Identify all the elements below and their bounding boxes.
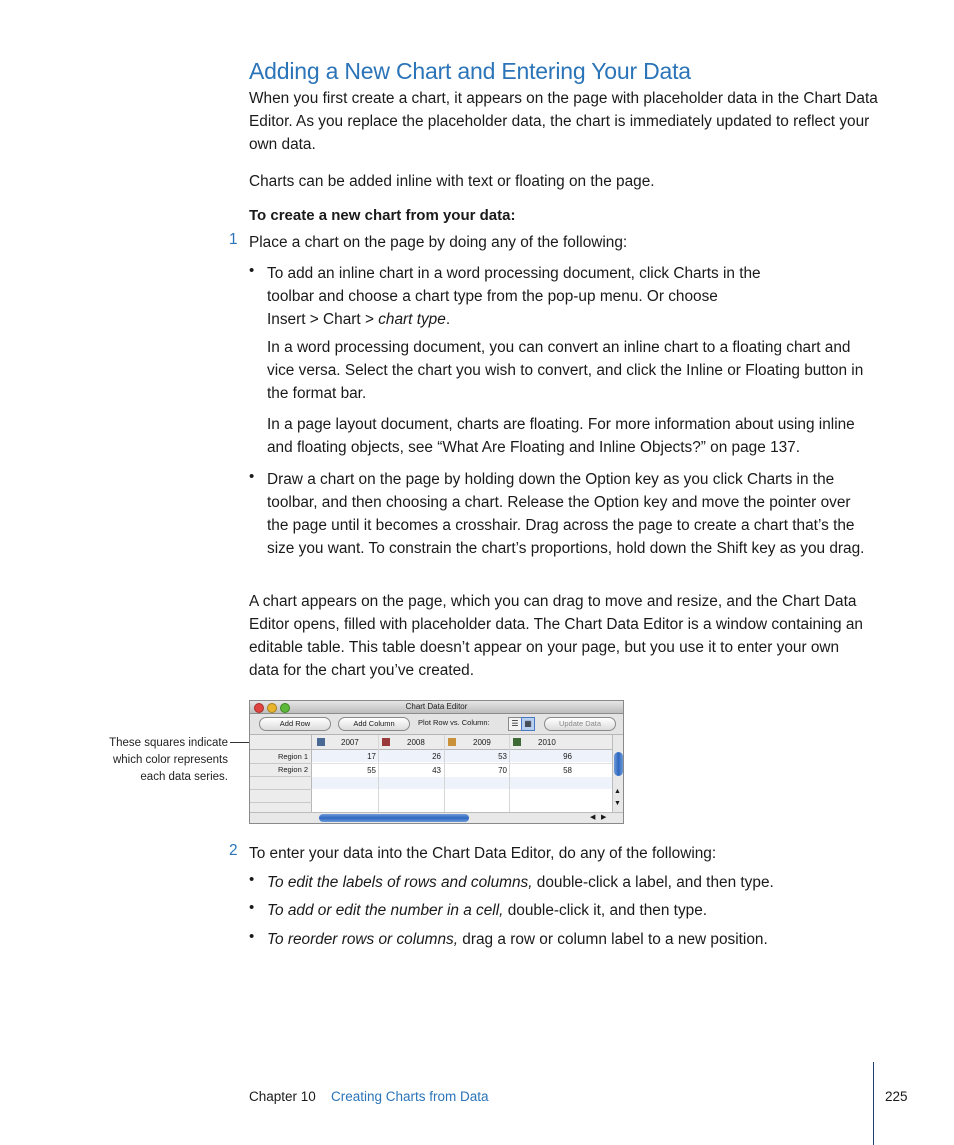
series-color-2007 xyxy=(317,738,325,746)
column-divider xyxy=(509,735,510,813)
editor-toolbar xyxy=(250,714,623,735)
column-label-2009[interactable]: 2009 xyxy=(473,738,491,747)
scroll-down-arrow-icon[interactable]: ▼ xyxy=(614,800,621,807)
bullet-draw-chart: Draw a chart on the page by holding down the Option key as you click Charts in the toolbar, and then choosing a chart. Release the Option key and move the pointer over the page until it becomes a crosshair. Drag across the page to create a chart that’s the size you want. To constrain the chart’s proportions, hold down the Shift key as you drag. xyxy=(267,471,865,557)
page-title: Adding a New Chart and Entering Your Data xyxy=(249,58,691,84)
horizontal-scroll-thumb[interactable] xyxy=(319,814,469,822)
series-color-2008 xyxy=(382,738,390,746)
window-title-bar xyxy=(250,701,623,714)
row-label-region-1[interactable]: Region 1 xyxy=(277,752,308,761)
horizontal-scrollbar[interactable] xyxy=(250,812,623,824)
table-row xyxy=(312,777,612,789)
footer-chapter-title: Creating Charts from Data xyxy=(331,1089,489,1104)
intro-paragraph: When you first create a chart, it appears on the page with placeholder data in the Chart Data Editor. As you replace the placeholder data, the chart is immediately updated to reflect your own data. xyxy=(249,90,878,153)
row-divider xyxy=(250,776,312,777)
footer-chapter: Chapter 10 xyxy=(249,1089,316,1104)
column-divider xyxy=(378,735,379,813)
bullet-marker: • xyxy=(249,871,255,888)
bullet-reorder-italic: To reorder rows or columns, xyxy=(267,931,459,948)
inline-floating-paragraph: Charts can be added inline with text or floating on the page. xyxy=(249,173,655,190)
row-label-region-2[interactable]: Region 2 xyxy=(277,765,308,774)
corner-cell xyxy=(250,735,312,749)
bullet-reorder xyxy=(267,928,768,951)
series-color-2010 xyxy=(513,738,521,746)
bullet-marker: • xyxy=(249,468,255,485)
update-data-button[interactable]: Update Data xyxy=(544,717,616,731)
window-title: Chart Data Editor xyxy=(405,702,468,711)
cell-region2-2009[interactable]: 70 xyxy=(498,766,507,775)
column-label-2010[interactable]: 2010 xyxy=(538,738,556,747)
column-label-2008[interactable]: 2008 xyxy=(407,738,425,747)
note-word-processing: In a word processing document, you can convert an inline chart to a floating chart and vice versa. Select the chart you wish to convert, and click the Inline or Floating button in the format bar. xyxy=(267,339,864,402)
step-2-text: To enter your data into the Chart Data Editor, do any of the following: xyxy=(249,845,717,862)
procedure-title: To create a new chart from your data: xyxy=(249,207,516,224)
chart-data-editor-window xyxy=(249,700,624,824)
cell-region2-2007[interactable]: 55 xyxy=(367,766,376,775)
bullet-edit-labels-rest: double-click a label, and then type. xyxy=(532,874,774,891)
bullet-inline-chart xyxy=(267,262,867,331)
bullet-edit-labels xyxy=(267,871,774,894)
chart-appears-paragraph: A chart appears on the page, which you can drag to move and resize, and the Chart Data Editor opens, filled with placeholder data. The Chart Data Editor is a window containing an editable table. This table doesn’t appear on your page, but you use it to enter your own data for the chart you’ve created. xyxy=(249,593,863,679)
scroll-up-arrow-icon[interactable]: ▲ xyxy=(614,788,621,795)
step-1-text: Place a chart on the page by doing any of the following: xyxy=(249,234,628,251)
cell-region1-2009[interactable]: 53 xyxy=(498,752,507,761)
cell-region1-2010[interactable]: 96 xyxy=(563,752,572,761)
scroll-left-arrow-icon[interactable]: ◀ xyxy=(590,814,596,821)
cell-region1-2008[interactable]: 26 xyxy=(432,752,441,761)
plot-rows-icon[interactable]: ☰ xyxy=(508,717,522,731)
bullet-marker: • xyxy=(249,899,255,916)
cell-region2-2008[interactable]: 43 xyxy=(432,766,441,775)
bullet-inline-end: . xyxy=(445,311,451,328)
bullet-inline-line3: Insert > Chart > xyxy=(267,311,379,328)
cell-region1-2007[interactable]: 17 xyxy=(367,752,376,761)
vertical-scrollbar[interactable] xyxy=(612,735,624,813)
vertical-scroll-thumb[interactable] xyxy=(614,752,623,776)
add-row-button[interactable]: Add Row xyxy=(259,717,331,731)
footer-page-number: 225 xyxy=(885,1089,908,1104)
data-table xyxy=(250,735,612,813)
bullet-reorder-rest: drag a row or column label to a new position. xyxy=(458,931,768,948)
color-squares-callout: These squares indicate which color represents each data series. xyxy=(109,737,228,783)
chart-type-italic: chart type xyxy=(378,311,446,328)
step-number-1: 1 xyxy=(229,231,238,248)
bullet-marker: • xyxy=(249,262,255,279)
bullet-edit-cell-rest: double-click it, and then type. xyxy=(503,902,708,919)
series-color-2009 xyxy=(448,738,456,746)
scroll-right-arrow-icon[interactable]: ▶ xyxy=(601,814,607,821)
bullet-edit-cell-italic: To add or edit the number in a cell, xyxy=(267,902,504,919)
bullet-inline-line2: toolbar and choose a chart type from the pop-up menu. Or choose xyxy=(267,288,718,305)
footer-divider xyxy=(873,1062,874,1145)
row-divider xyxy=(312,763,612,764)
bullet-edit-labels-italic: To edit the labels of rows and columns, xyxy=(267,874,533,891)
row-divider xyxy=(250,763,312,764)
row-divider xyxy=(250,802,312,803)
bullet-marker: • xyxy=(249,928,255,945)
column-label-2007[interactable]: 2007 xyxy=(341,738,359,747)
note-page-layout: In a page layout document, charts are floating. For more information about using inline and floating objects, see “What Are Floating and Inline Objects?” on page 137. xyxy=(267,416,855,456)
bullet-inline-line1: To add an inline chart in a word processing document, click Charts in the xyxy=(267,265,761,282)
add-column-button[interactable]: Add Column xyxy=(338,717,410,731)
bullet-edit-cell xyxy=(267,899,707,922)
plot-columns-icon[interactable]: ▦ xyxy=(521,717,535,731)
column-divider xyxy=(444,735,445,813)
cell-region2-2010[interactable]: 58 xyxy=(563,766,572,775)
row-divider xyxy=(250,789,312,790)
plot-row-vs-column-label: Plot Row vs. Column: xyxy=(418,718,490,727)
step-number-2: 2 xyxy=(229,842,238,859)
